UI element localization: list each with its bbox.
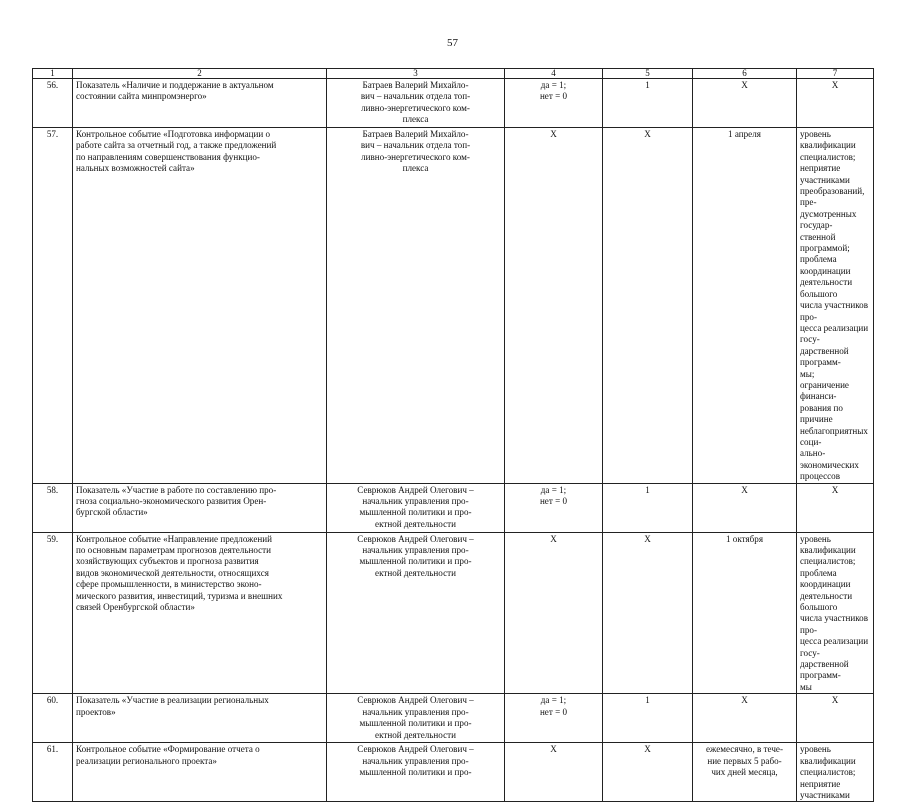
column-header-2: 2	[73, 69, 327, 79]
row-value-col5: Х	[603, 128, 693, 484]
row-risks: Х	[797, 483, 874, 532]
row-description: Показатель «Участие в реализации региональных проектов»	[73, 694, 327, 743]
row-number: 56.	[33, 79, 73, 128]
row-value-col4: да = 1; нет = 0	[505, 694, 603, 743]
row-risks: Х	[797, 694, 874, 743]
row-description: Контрольное событие «Направление предложений по основным параметрам прогнозов деятельности хозяйствующих субъектов и прогноза развития видов экономической деятельности, относящихся сфере промышленности, в министерство эконо- мического развития, инвестиций, туризма и внешних связей Оренбургской области»	[73, 532, 327, 694]
document-table-wrapper	[32, 68, 873, 800]
row-value-col5: Х	[603, 743, 693, 802]
program-table	[32, 68, 874, 802]
row-value-col5: Х	[603, 532, 693, 694]
row-responsible: Севрюков Андрей Олегович – начальник управления про- мышленной политики и про- ектной деятельности	[327, 532, 505, 694]
row-value-col4: Х	[505, 532, 603, 694]
row-deadline: ежемесячно, в тече- ние первых 5 рабо- чих дней месяца,	[693, 743, 797, 802]
row-risks: уровень квалификации специалистов; неприятие участниками преобразований, пре- дусмотренных государ- ственной программой; проблема координации деятельности большого числа участников про- цесса реализации госу- дарственной программ- мы; ограничение финанси- рования по причине неблагоприятных соци- ально-экономических процессов	[797, 128, 874, 484]
row-risks: уровень квалификации специалистов; проблема координации деятельности большого числа участников про- цесса реализации госу- дарственной программ- мы	[797, 532, 874, 694]
column-header-1: 1	[33, 69, 73, 79]
row-value-col5: 1	[603, 483, 693, 532]
row-value-col4: да = 1; нет = 0	[505, 483, 603, 532]
row-number: 58.	[33, 483, 73, 532]
row-description: Контрольное событие «Формирование отчета о реализации регионального проекта»	[73, 743, 327, 802]
row-risks: Х	[797, 79, 874, 128]
table-row-58	[33, 483, 874, 532]
row-description: Контрольное событие «Подготовка информации о работе сайта за отчетный год, а также предложений по направлениям совершенствования функцио- нальных возможностей сайта»	[73, 128, 327, 484]
row-responsible: Севрюков Андрей Олегович – начальник управления про- мышленной политики и про- ектной деятельности	[327, 694, 505, 743]
table-row-60	[33, 694, 874, 743]
table-row-56	[33, 79, 874, 128]
row-responsible: Севрюков Андрей Олегович – начальник управления про- мышленной политики и про- ектной деятельности	[327, 483, 505, 532]
column-header-7: 7	[797, 69, 874, 79]
table-row-59	[33, 532, 874, 694]
column-header-6: 6	[693, 69, 797, 79]
row-value-col4: Х	[505, 128, 603, 484]
row-number: 60.	[33, 694, 73, 743]
column-number-header-row	[33, 69, 874, 79]
row-description: Показатель «Наличие и поддержание в актуальном состоянии сайта минпромэнерго»	[73, 79, 327, 128]
row-value-col4: Х	[505, 743, 603, 802]
column-header-4: 4	[505, 69, 603, 79]
row-deadline: Х	[693, 79, 797, 128]
page-number: 57	[447, 37, 458, 49]
row-responsible: Севрюков Андрей Олегович – начальник управления про- мышленной политики и про-	[327, 743, 505, 802]
table-row-57	[33, 128, 874, 484]
column-header-3: 3	[327, 69, 505, 79]
row-risks: уровень квалификации специалистов; неприятие участниками	[797, 743, 874, 802]
row-value-col4: да = 1; нет = 0	[505, 79, 603, 128]
row-deadline: 1 апреля	[693, 128, 797, 484]
row-responsible: Батраев Валерий Михайло- вич – начальник отдела топ- ливно-энергетического ком- плекса	[327, 79, 505, 128]
row-deadline: Х	[693, 483, 797, 532]
row-number: 57.	[33, 128, 73, 484]
row-number: 59.	[33, 532, 73, 694]
row-deadline: 1 октября	[693, 532, 797, 694]
table-row-61	[33, 743, 874, 802]
row-deadline: Х	[693, 694, 797, 743]
row-value-col5: 1	[603, 694, 693, 743]
row-description: Показатель «Участие в работе по составлению про- гноза социально-экономического развития Орен- бургской области»	[73, 483, 327, 532]
row-value-col5: 1	[603, 79, 693, 128]
row-number: 61.	[33, 743, 73, 802]
column-header-5: 5	[603, 69, 693, 79]
row-responsible: Батраев Валерий Михайло- вич – начальник отдела топ- ливно-энергетического ком- плекса	[327, 128, 505, 484]
